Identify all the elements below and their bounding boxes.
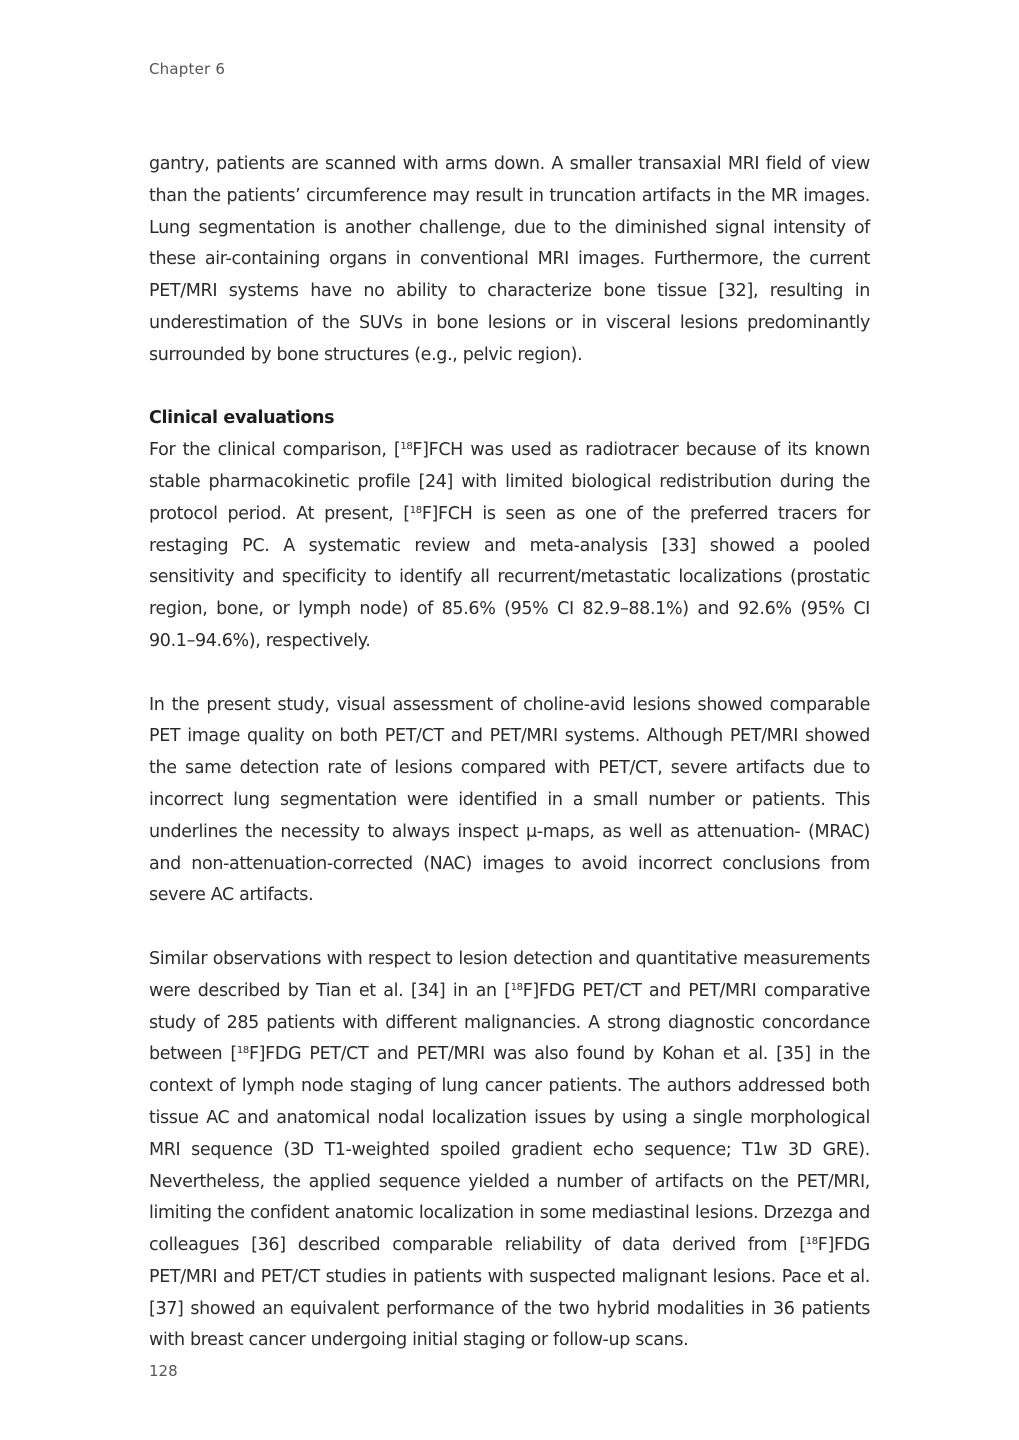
text-segment: F]FCH is seen as one of the preferred tracers for restaging PC. A systematic review and meta-analysis [33] showed a pooled sensitivity and specificity to identify all recurrent/metastatic localizations (prostatic region, bone, or lymph node) of 85.6% (95% CI 82.9–88.1%) and 92.6% (95% CI 90.1–94.6%), respectively. <box>149 503 870 651</box>
text-segment: F]FDG PET/MRI and PET/CT studies in patients with suspected malignant lesions. Pace et al. [37] showed an equivalent performance of the two hybrid modalities in 36 patients with breast cancer undergoing initial staging or follow-up scans. <box>149 1235 870 1351</box>
superscript-18: 18 <box>409 504 422 516</box>
text-segment: F]FDG PET/CT and PET/MRI comparative study of 285 patients with different malignancies. A strong diagnostic concordance between [ <box>149 980 871 1065</box>
superscript-18: 18 <box>510 981 523 993</box>
section-heading-clinical-evaluations: Clinical evaluations <box>149 408 335 429</box>
superscript-18: 18 <box>400 441 413 453</box>
page-number: 128 <box>149 1362 178 1380</box>
superscript-18: 18 <box>805 1236 818 1248</box>
text-segment: For the clinical comparison, [ <box>149 440 401 461</box>
text-segment: F]FCH was used as radiotracer because of its known stable pharmacokinetic profile [24] with limited biological redistribution during the protocol period. At present, [ <box>149 440 870 524</box>
paragraph-clinical-comparison <box>149 435 870 658</box>
paragraph-similar-observations <box>149 944 870 1357</box>
superscript-18: 18 <box>236 1045 249 1057</box>
running-head: Chapter 6 <box>149 60 226 78</box>
body-text <box>149 149 870 1357</box>
text-segment: F]FDG PET/CT and PET/MRI was also found by Kohan et al. [35] in the context of lymph node staging of lung cancer patients. The authors addressed both tissue AC and anatomical nodal localization issues by using a single morphological MRI sequence (3D T1-weighted spoiled gradient echo sequence; T1w 3D GRE). Nevertheless, the applied sequence yielded a number of artifacts on the PET/MRI, limiting the confident anatomic localization in some mediastinal lesions. Drzezga and colleagues [36] described comparable reliability of data derived from [ <box>149 1044 870 1256</box>
paragraph-present-study: In the present study, visual assessment of choline-avid lesions showed comparable PET image quality on both PET/CT and PET/MRI systems. Although PET/MRI showed the same detection rate of lesions compared with PET/CT, severe artifacts due to incorrect lung segmentation were identified in a small number or patients. This underlines the necessity to always inspect μ-maps, as well as attenuation- (MRAC) and non-attenuation-corrected (NAC) images to avoid incorrect conclusions from severe AC artifacts. <box>149 694 870 906</box>
text-segment: Similar observations with respect to lesion detection and quantitative measurements were described by Tian et al. [34] in an [ <box>149 948 870 1001</box>
paragraph-arms-down: gantry, patients are scanned with arms down. A smaller transaxial MRI field of view than the patients’ circumference may result in truncation artifacts in the MR images. Lung segmentation is another challenge, due to the diminished signal intensity of these air-containing organs in conventional MRI images. Furthermore, the current PET/MRI systems have no ability to characterize bone tissue [32], resulting in underestimation of the SUVs in bone lesions or in visceral lesions predominantly surrounded by bone structures (e.g., pelvic region). <box>149 154 870 365</box>
